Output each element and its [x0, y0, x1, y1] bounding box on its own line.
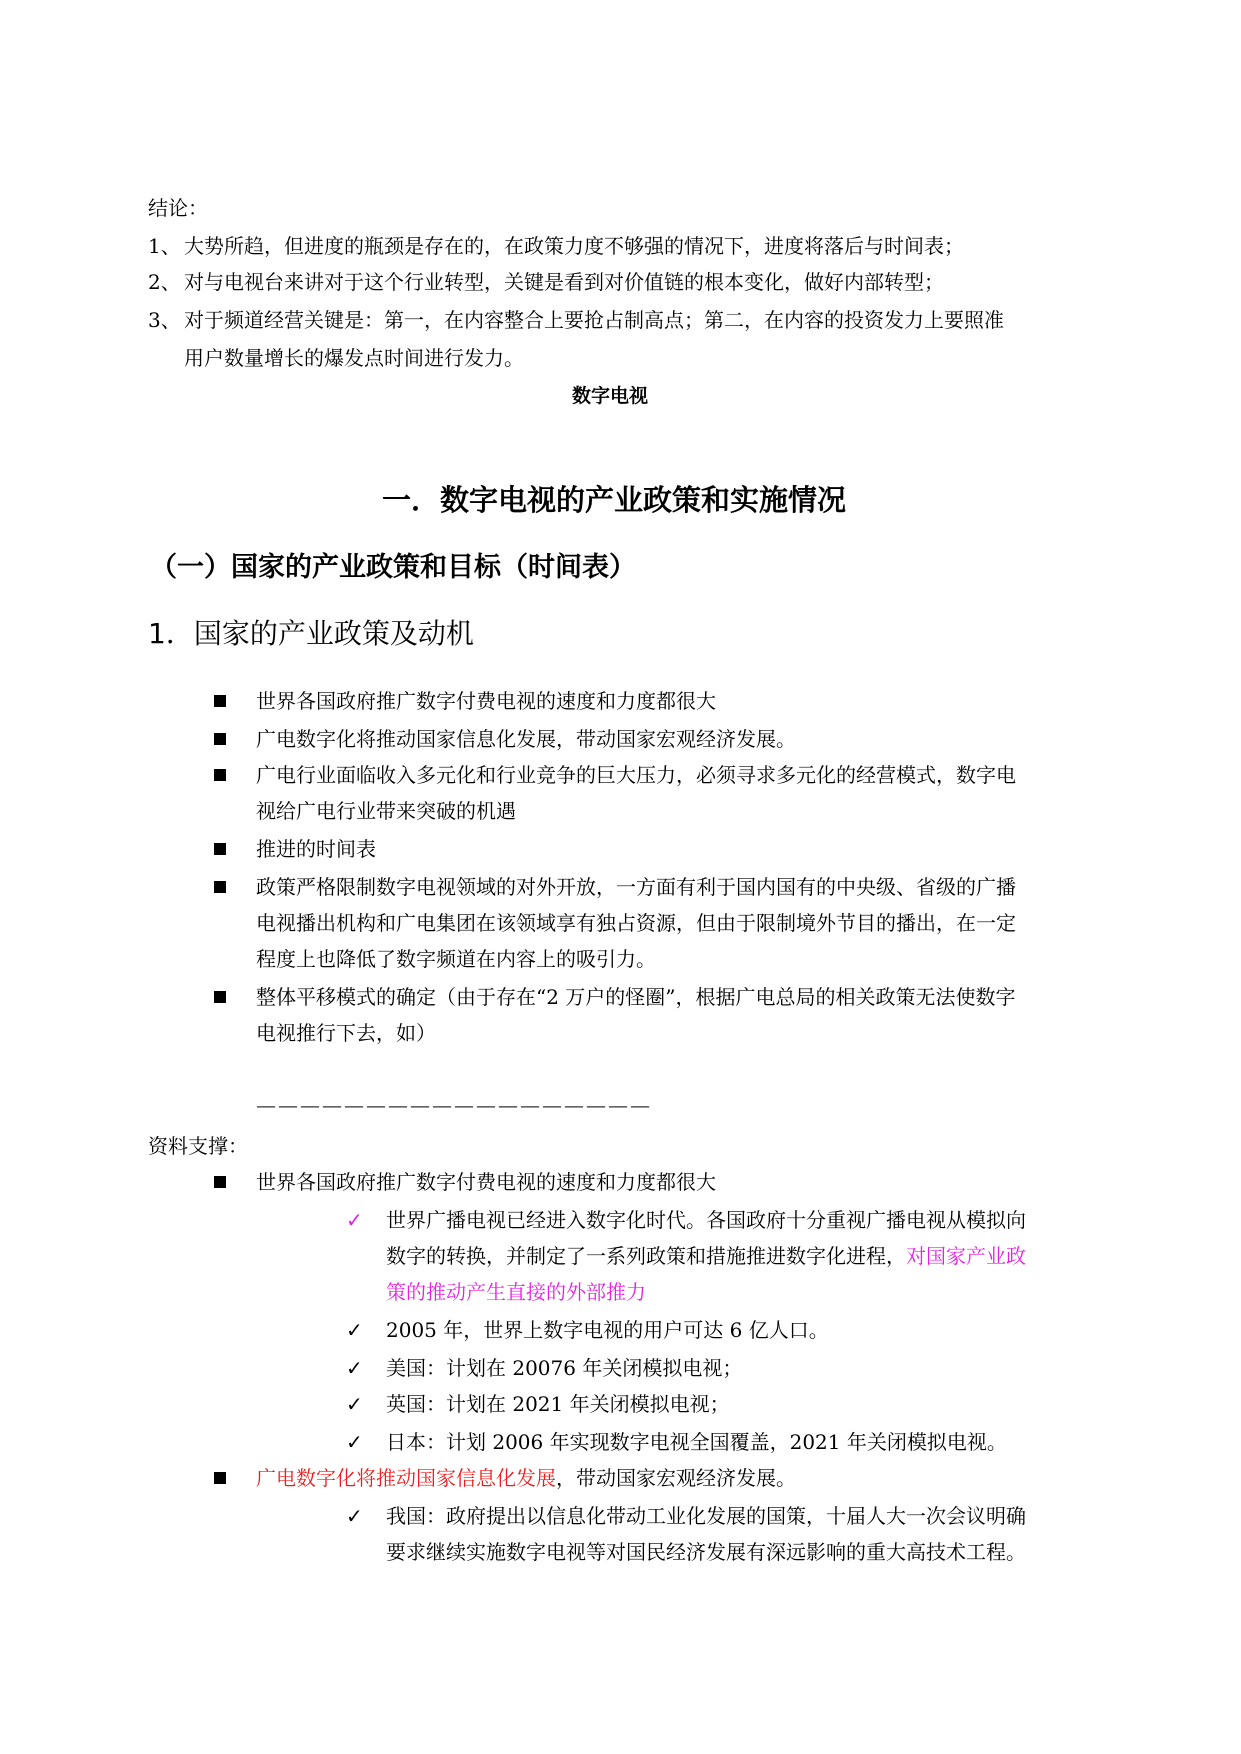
support-bullet-2-rest: ，带动国家宏观经济发展。: [556, 1466, 796, 1490]
divider-dashes: ——————————————————: [256, 1093, 652, 1117]
support-bullet-1-text: 世界各国政府推广数字付费电视的速度和力度都很大: [256, 1170, 716, 1194]
check-icon: ✓: [346, 1504, 363, 1528]
bullet-3-line-2: 视给广电行业带来突破的机遇: [256, 799, 516, 823]
bullet-3-line-1: 广电行业面临收入多元化和行业竞争的巨大压力，必须寻求多元化的经营模式，数字电: [256, 763, 1016, 787]
support-check-6-line-1: 我国：政府提出以信息化带动工业化发展的国策，十届人大一次会议明确: [386, 1504, 1026, 1528]
support-check-4-text: 英国：计划在 2021 年关闭模拟电视；: [386, 1392, 730, 1416]
square-bullet-icon: [214, 1472, 226, 1484]
conclusion-item-3-text: 对于频道经营关键是：第一，在内容整合上要抢占制高点；第二，在内容的投资发力上要照准: [184, 308, 1004, 332]
support-check-1-line-2: [386, 1238, 1026, 1274]
square-bullet-icon: [214, 733, 226, 745]
bullet-5-line-1: 政策严格限制数字电视领域的对外开放，一方面有利于国内国有的中央级、省级的广播: [256, 875, 1016, 899]
square-bullet-icon: [214, 695, 226, 707]
support-label: 资料支撑：: [148, 1134, 248, 1158]
support-bullet-2: [256, 1460, 796, 1496]
subsection-heading: （一）国家的产业政策和目标（时间表）: [150, 552, 636, 583]
bullet-2-text: 广电数字化将推动国家信息化发展，带动国家宏观经济发展。: [256, 727, 796, 751]
bullet-5-line-3: 程度上也降低了数字频道在内容上的吸引力。: [256, 947, 656, 971]
bullet-6-line-2: 电视推行下去，如）: [256, 1021, 436, 1045]
square-bullet-icon: [214, 1176, 226, 1188]
square-bullet-icon: [214, 769, 226, 781]
section-heading: 一．数字电视的产业政策和实施情况: [382, 483, 847, 517]
bullet-4-text: 推进的时间表: [256, 837, 376, 861]
support-check-1-highlight-b: 策的推动产生直接的外部推力: [386, 1280, 646, 1304]
check-icon: ✓: [346, 1430, 363, 1454]
conclusion-item-3-cont: 用户数量增长的爆发点时间进行发力。: [184, 346, 524, 370]
support-check-1-line-2-plain: 数字的转换，并制定了一系列政策和措施推进数字化进程，: [386, 1244, 906, 1268]
support-check-2-text: 2005 年，世界上数字电视的用户可达 6 亿人口。: [386, 1318, 829, 1342]
conclusion-item-1-text: 大势所趋，但进度的瓶颈是存在的，在政策力度不够强的情况下，进度将落后与时间表；: [184, 234, 964, 258]
support-check-1-highlight-a: 对国家产业政: [906, 1244, 1026, 1268]
conclusion-item-2-num: 2、: [148, 270, 181, 294]
square-bullet-icon: [214, 881, 226, 893]
doc-title: 数字电视: [572, 385, 649, 407]
check-icon: ✓: [346, 1318, 363, 1342]
support-check-5-text: 日本：计划 2006 年实现数字电视全国覆盖，2021 年关闭模拟电视。: [386, 1430, 1007, 1454]
conclusion-item-1-num: 1、: [148, 234, 181, 258]
square-bullet-icon: [214, 991, 226, 1003]
conclusion-item-2-text: 对与电视台来讲对于这个行业转型，关键是看到对价值链的根本变化，做好内部转型；: [184, 270, 944, 294]
bullet-1-text: 世界各国政府推广数字付费电视的速度和力度都很大: [256, 689, 716, 713]
check-icon: ✓: [346, 1356, 363, 1380]
conclusion-label: 结论：: [148, 196, 208, 220]
support-bullet-2-highlight: 广电数字化将推动国家信息化发展: [256, 1466, 556, 1490]
square-bullet-icon: [214, 843, 226, 855]
numbered-heading: 1．国家的产业政策及动机: [148, 617, 474, 650]
bullet-5-line-2: 电视播出机构和广电集团在该领域享有独占资源，但由于限制境外节目的播出，在一定: [256, 911, 1016, 935]
check-icon: ✓: [346, 1392, 363, 1416]
support-check-6-line-2: 要求继续实施数字电视等对国民经济发展有深远影响的重大高技术工程。: [386, 1540, 1026, 1564]
conclusion-item-3-num: 3、: [148, 308, 181, 332]
check-icon: ✓: [346, 1208, 363, 1232]
support-check-1-line-1: 世界广播电视已经进入数字化时代。各国政府十分重视广播电视从模拟向: [386, 1208, 1026, 1232]
support-check-3-text: 美国：计划在 20076 年关闭模拟电视；: [386, 1356, 743, 1380]
bullet-6-line-1: 整体平移模式的确定（由于存在“2 万户的怪圈”，根据广电总局的相关政策无法使数字: [256, 985, 1016, 1009]
